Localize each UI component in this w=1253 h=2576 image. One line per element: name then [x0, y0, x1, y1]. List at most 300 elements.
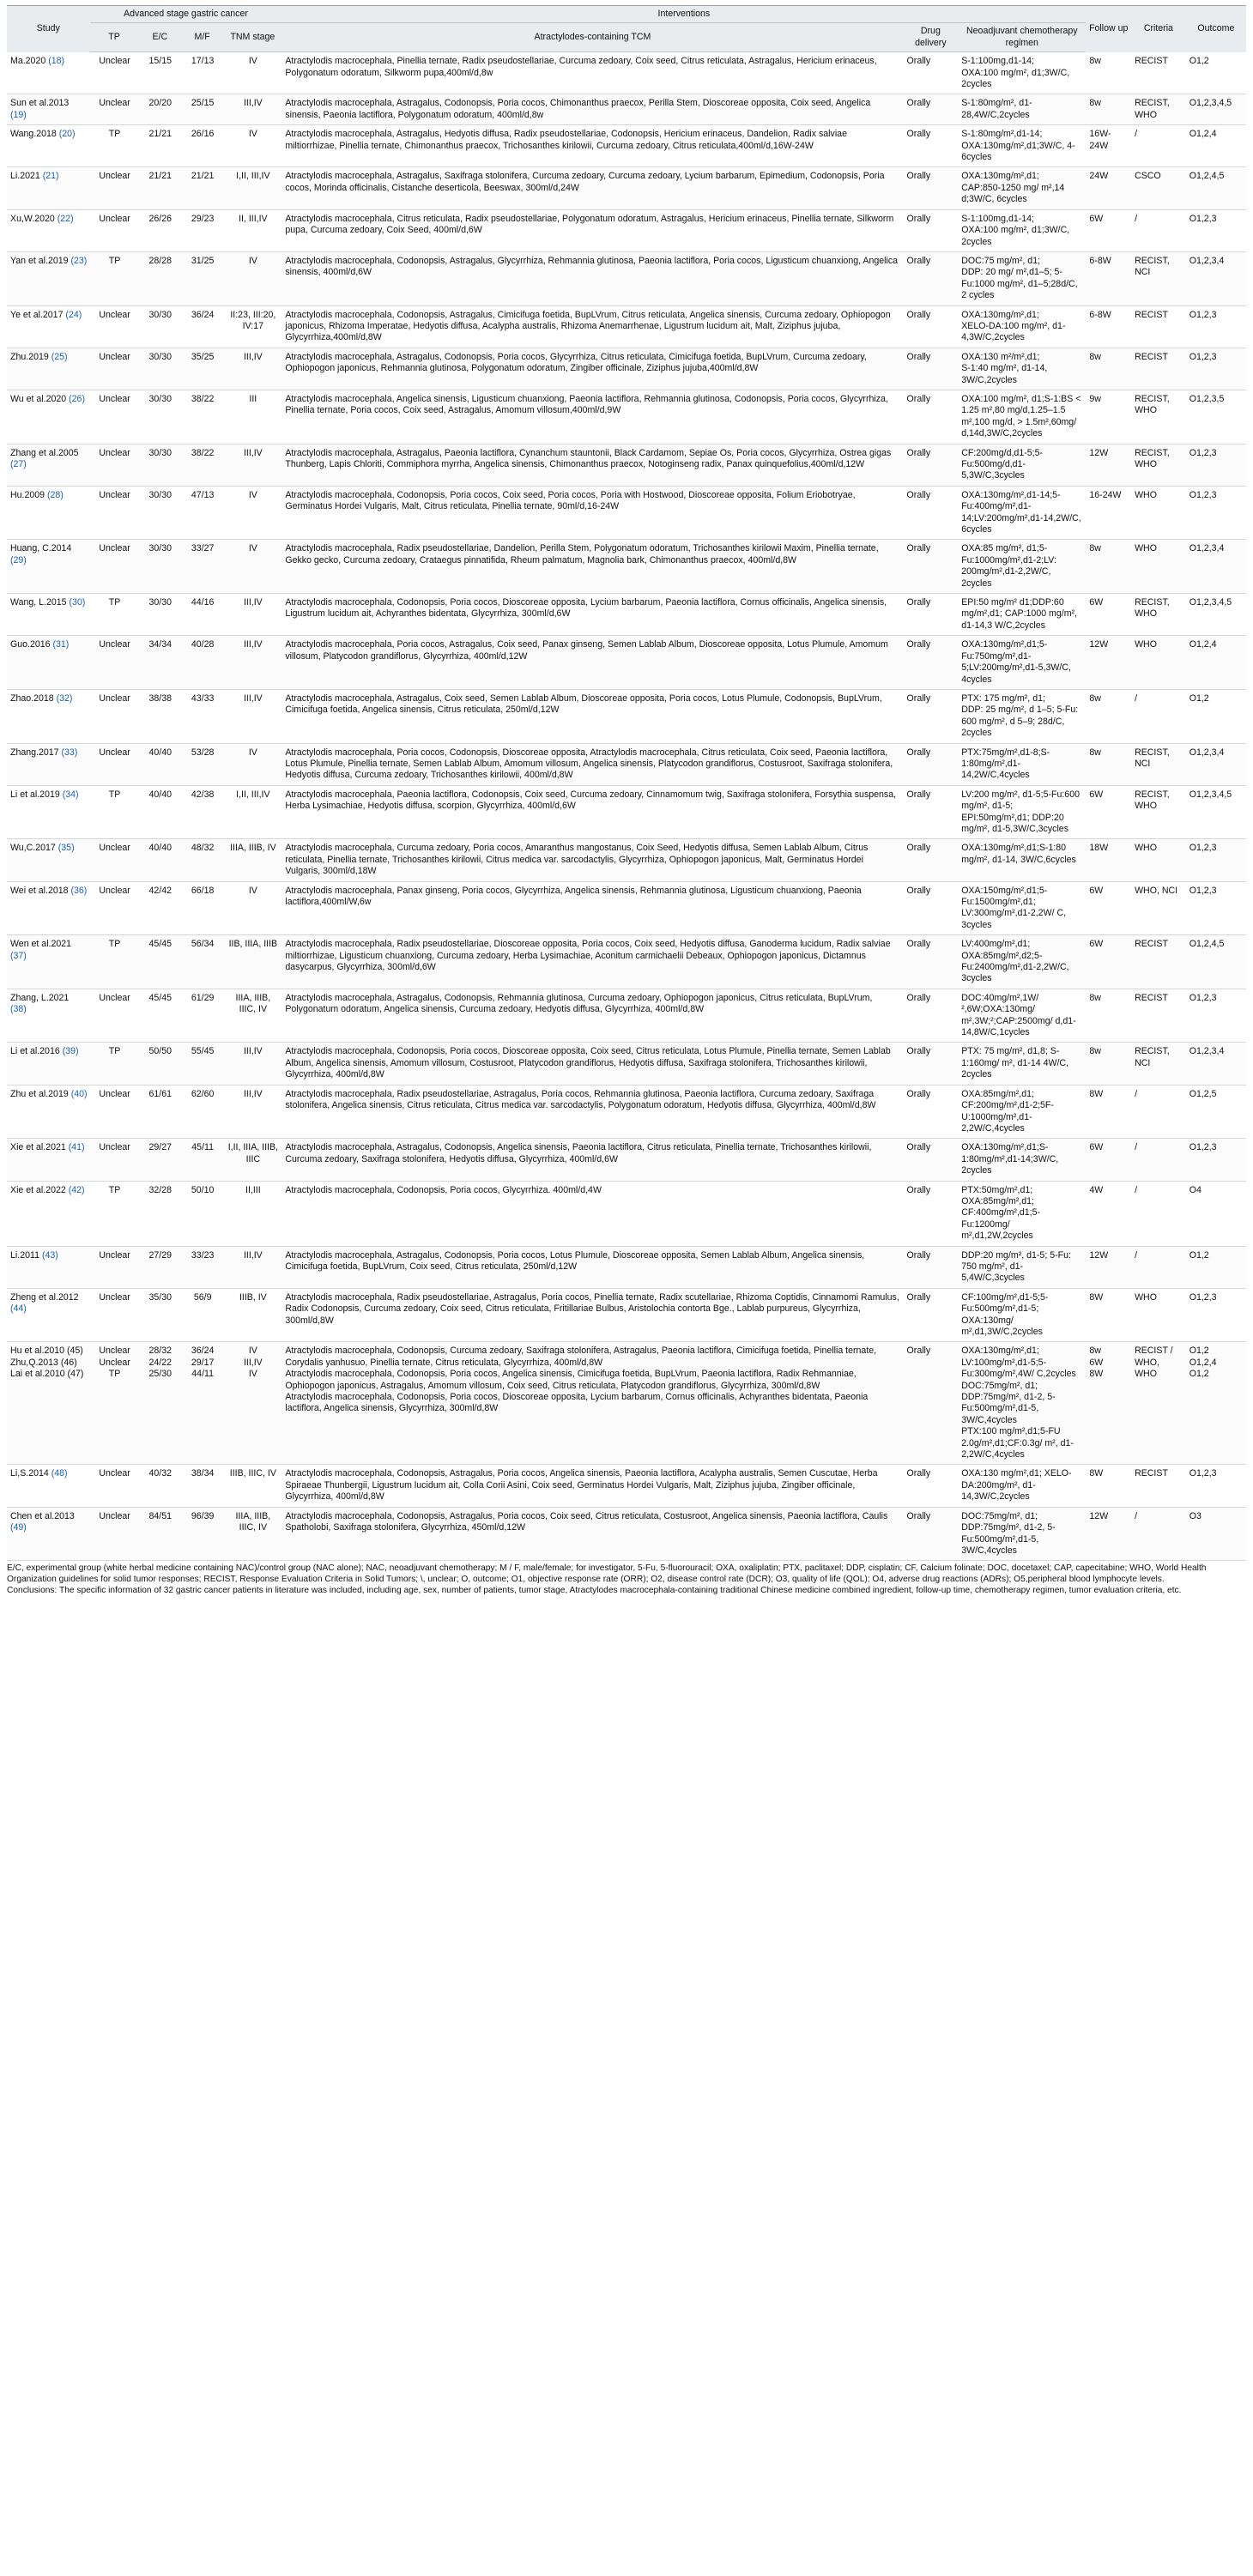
table-row	[7, 251, 1246, 305]
study-name: Chen et al.2013	[10, 1510, 75, 1521]
cell-tcm: Atractylodis macrocephala, Codonopsis, Astragalus, Glycyrrhiza, Rehmannia glutinosa, Paeonia lactiflora, Poria cocos, Ligusticum chuanxiong, Angelica sinensis, 400ml/d,6W	[281, 251, 903, 305]
cell-ec: 26/26	[139, 209, 181, 251]
cell-criteria: /	[1131, 125, 1186, 167]
cell-tnm: III,IV	[223, 348, 281, 390]
cell-mf: 53/28	[181, 743, 223, 785]
cell-ec: 84/51	[139, 1507, 181, 1561]
cell-ec: 40/32	[139, 1465, 181, 1507]
study-reference-link[interactable]: (44)	[10, 1303, 27, 1315]
cell-tp: Unclear	[90, 881, 139, 935]
cell-outcome: O1,2,3	[1186, 444, 1246, 486]
study-reference-link[interactable]: (43)	[41, 1249, 58, 1261]
cell-criteria: RECIST, NCI	[1131, 743, 1186, 785]
cell-criteria: RECIST, WHO	[1131, 594, 1186, 636]
cell-tp: Unclear	[90, 390, 139, 444]
study-reference-link[interactable]: (42)	[68, 1184, 85, 1195]
cell-follow-up: 6W	[1086, 209, 1131, 251]
study-name: Zhao.2018	[10, 692, 54, 704]
cell-mf: 96/39	[181, 1507, 223, 1561]
cell-ec: 28/28	[139, 251, 181, 305]
cell-regimen: S-1:80mg/m²,d1-14; OXA:130mg/m²,d1;3W/C, 4-6cycles	[958, 125, 1086, 167]
study-reference-link[interactable]: (24)	[65, 309, 82, 320]
cell-follow-up: 8w	[1086, 1043, 1131, 1085]
cell-criteria: RECIST	[1131, 935, 1186, 989]
cell-outcome: O1,2,3,4	[1186, 540, 1246, 594]
study-name: Wu et al.2020	[10, 393, 67, 404]
cell-drug-delivery: Orally	[904, 594, 959, 636]
study-name: Zhang, L.2021	[10, 992, 70, 1003]
cell-outcome: O1,2,3,4	[1186, 251, 1246, 305]
header-drug-delivery: Drug delivery	[904, 23, 959, 52]
table-row	[7, 1043, 1246, 1085]
cell-follow-up: 18W	[1086, 839, 1131, 881]
cell-tcm: Atractylodis macrocephala, Pinellia ternate, Radix pseudostellariae, Curcuma zedoary, Coix seed, Citrus reticulata, Astragalus, Hericium erinaceus, Polygonatum odoratum, Silkworm pupa,400ml/d,8w	[281, 52, 903, 94]
cell-tnm: I,II, IIIA, IIIB, IIIC	[223, 1139, 281, 1181]
cell-mf: 55/45	[181, 1043, 223, 1085]
cell-follow-up: 8w	[1086, 989, 1131, 1043]
cell-tcm: Atractylodis macrocephala, Astragalus, Codonopsis, Rehmannia glutinosa, Curcuma zedoary, Ophiopogon japonicus, Citrus reticulata, BupLVrum, Polygonatum odoratum, Angelica sinensis, Curcuma zedoary, Hedyotis diffusa, Glycyrrhiza, 400ml/d,8W	[281, 989, 903, 1043]
cell-follow-up: 6-8W	[1086, 305, 1131, 348]
cell-drug-delivery: Orally	[904, 989, 959, 1043]
cell-study	[7, 636, 90, 690]
cell-criteria: CSCO	[1131, 167, 1186, 209]
cell-tnm: IV	[223, 125, 281, 167]
cell-tnm: IV	[223, 743, 281, 785]
cell-tp: Unclear	[90, 1507, 139, 1561]
cell-follow-up: 8W	[1086, 1085, 1131, 1139]
cell-criteria: /	[1131, 209, 1186, 251]
cell-follow-up: 8w	[1086, 348, 1131, 390]
cell-tp: TP	[90, 1181, 139, 1246]
cell-tnm: IV	[223, 486, 281, 540]
study-reference-link[interactable]: (48)	[51, 1468, 68, 1479]
cell-outcome: O1,2	[1186, 689, 1246, 743]
cell-mf: 44/16	[181, 594, 223, 636]
cell-outcome: O1,2,3	[1186, 1288, 1246, 1342]
cell-regimen: OXA:130 m²/m²,d1; S-1:40 mg/m², d1-14, 3W/C,2cycles	[958, 348, 1086, 390]
cell-tp: Unclear	[90, 989, 139, 1043]
cell-tnm: II, III,IV	[223, 209, 281, 251]
table-row	[7, 167, 1246, 209]
cell-study	[7, 125, 90, 167]
cell-drug-delivery: Orally	[904, 305, 959, 348]
cell-criteria: RECIST	[1131, 1465, 1186, 1507]
cell-tp: Unclear	[90, 1465, 139, 1507]
table-row	[7, 1342, 1246, 1465]
cell-study	[7, 251, 90, 305]
cell-regimen: OXA:130mg/m²,d1; XELO-DA:100 mg/m², d1-4,3W/C,2cycles	[958, 305, 1086, 348]
table-row	[7, 348, 1246, 390]
cell-mf: 45/11	[181, 1139, 223, 1181]
cell-tnm: III,IV	[223, 444, 281, 486]
footnote-conclusions: Conclusions: The specific information of 32 gastric cancer patients in literature was included, including age, sex, number of patients, tumor stage, Atractylodes macrocephala-containing traditional Chinese medicine combined ingredient, follow-up time, chemotherapy regimen, tumor evaluation criteria, etc.	[7, 1585, 1182, 1595]
study-reference-link[interactable]: (34)	[62, 789, 79, 800]
table-row	[7, 209, 1246, 251]
cell-tcm: Atractylodis macrocephala, Codonopsis, Curcuma zedoary, Saxifraga stolonifera, Astragalus, Paeonia lactiflora, Cimicifuga foetida, Pinellia ternate, Corydalis yanhusuo, Pinellia ternate, Citrus reticulata, Glycyrrhiza, 400ml/d,8W Atractylodis macrocephala, Codonopsis, Poria cocos, Angelica sinensis, Cimicifuga foetida, BupLVrum, Paeonia lactiflora, Radix Rehmanniae, Ophiopogon japonicus, Astragalus, Amomum villosum, Coix seed, Citrus reticulata, Platycodon grandiflorus, Glycyrrhiza, 300ml/d,8W Atractylodis macrocephala, Codonopsis, Poria cocos, Dioscoreae opposita, Lycium barbarum, Cornus officinalis, Achyranthes bidentata, Paeonia lactiflora, Angelica sinensis, Glycyrrhiza, 300ml/d,8W	[281, 1342, 903, 1465]
study-reference-link[interactable]: (31)	[52, 639, 70, 650]
header-outcome: Outcome	[1186, 6, 1246, 52]
cell-tcm: Atractylodis macrocephala, Astragalus, Coix seed, Semen Lablab Album, Dioscoreae opposita, Poria cocos, Lotus Plumule, Codonopsis, BupLVrum, Cimicifuga foetida, Angelica sinensis, Citrus reticulata, 250ml/d,12W	[281, 689, 903, 743]
table-row	[7, 1139, 1246, 1181]
study-name: Wen et al.2021	[10, 939, 72, 950]
table-row	[7, 444, 1246, 486]
study-name: Xu,W.2020	[10, 213, 55, 224]
study-name: Sun et al.2013	[10, 98, 70, 109]
study-reference-link[interactable]: (40)	[70, 1088, 88, 1099]
cell-ec: 21/21	[139, 125, 181, 167]
table-row	[7, 486, 1246, 540]
cell-mf: 56/34	[181, 935, 223, 989]
cell-study	[7, 935, 90, 989]
cell-tp: TP	[90, 935, 139, 989]
cell-tnm: IIIA, IIIB, IIIC, IV	[223, 989, 281, 1043]
cell-mf: 48/32	[181, 839, 223, 881]
table-row	[7, 935, 1246, 989]
cell-drug-delivery: Orally	[904, 689, 959, 743]
study-reference-link[interactable]: (29)	[10, 554, 27, 565]
cell-tp: Unclear	[90, 689, 139, 743]
cell-follow-up: 12W	[1086, 444, 1131, 486]
cell-ec: 42/42	[139, 881, 181, 935]
study-name: Wang.2018	[10, 129, 57, 140]
cell-mf: 36/24 29/17 44/11	[181, 1342, 223, 1465]
cell-regimen: DOC:75mg/m², d1; DDP:75mg/m², d1-2, 5-Fu:500mg/m²,d1-5, 3W/C,4cycles	[958, 1507, 1086, 1561]
cell-follow-up: 24W	[1086, 167, 1131, 209]
cell-follow-up: 6W	[1086, 1139, 1131, 1181]
cell-regimen: OXA:85 mg/m², d1;5-Fu:1000mg/m²,d1-2;LV: 200mg/m²,d1-2,2W/C, 2cycles	[958, 540, 1086, 594]
cell-follow-up: 8w	[1086, 52, 1131, 94]
study-reference-link[interactable]: (21)	[42, 171, 59, 182]
study-reference-link[interactable]: (27)	[10, 459, 27, 469]
cell-ec: 40/40	[139, 743, 181, 785]
cell-outcome: O1,2,4	[1186, 125, 1246, 167]
cell-drug-delivery: Orally	[904, 209, 959, 251]
cell-drug-delivery: Orally	[904, 1246, 959, 1288]
cell-tcm: Atractylodis macrocephala, Astragalus, Codonopsis, Poria cocos, Glycyrrhiza, Citrus reticulata, Cimicifuga foetida, BupLVrum, Curcuma zedoary, Ophiopogon japonicus, Rehmannia glutinosa, Polygonatum odoratum, Zingiber officinale, Ziziphus jujuba,400ml/d,8W	[281, 348, 903, 390]
cell-regimen: OXA:130mg/m²,d1; LV:100mg/m²,d1-5;5-Fu:300mg/m²,4W/ C,2cycles DOC:75mg/m², d1; DDP:75mg/m², d1-2, 5-Fu:500mg/m²,d1-5, 3W/C,4cycles PTX:100 mg/m²,d1;5-FU 2.0g/m²,d1;CF:0.3g/ m², d1-2,2W/C,4cycles	[958, 1342, 1086, 1465]
cell-criteria: RECIST, WHO	[1131, 444, 1186, 486]
cell-tcm: Atractylodis macrocephala, Astragalus, Codonopsis, Poria cocos, Lotus Plumule, Dioscoreae opposita, Semen Lablab Album, Angelica sinensis, Cimicifuga foetida, BupLVrum, Coix seed, Citrus reticulata, 250ml/d,12W	[281, 1246, 903, 1288]
cell-tcm: Atractylodis macrocephala, Paeonia lactiflora, Codonopsis, Coix seed, Curcuma zedoary, Cinnamomum twig, Saxifraga stolonifera, Forsythia suspensa, Herba Lysimachiae, Hedyotis diffusa, scorpion, Glycyrrhiza, 400ml/d,6W	[281, 785, 903, 839]
cell-drug-delivery: Orally	[904, 839, 959, 881]
cell-follow-up: 8w	[1086, 540, 1131, 594]
cell-criteria: /	[1131, 1139, 1186, 1181]
cell-mf: 29/23	[181, 209, 223, 251]
cell-mf: 38/34	[181, 1465, 223, 1507]
table-row	[7, 540, 1246, 594]
cell-criteria: RECIST, WHO	[1131, 94, 1186, 125]
cell-outcome: O1,2 O1,2,4 O1,2	[1186, 1342, 1246, 1465]
cell-tnm: III,IV	[223, 1246, 281, 1288]
table-row	[7, 94, 1246, 125]
cell-mf: 62/60	[181, 1085, 223, 1139]
cell-drug-delivery: Orally	[904, 1139, 959, 1181]
cell-outcome: O1,2	[1186, 1246, 1246, 1288]
cell-outcome: O1,2,3	[1186, 881, 1246, 935]
cell-study	[7, 1085, 90, 1139]
table-row	[7, 839, 1246, 881]
header-mf: M/F	[181, 23, 223, 52]
cell-tnm: IV	[223, 881, 281, 935]
cell-follow-up: 8W	[1086, 1465, 1131, 1507]
cell-mf: 33/27	[181, 540, 223, 594]
study-name: Zhang et al.2005	[10, 447, 79, 458]
cell-tnm: IIB, IIIA, IIIB	[223, 935, 281, 989]
study-reference-link[interactable]: (37)	[10, 950, 27, 961]
cell-ec: 35/30	[139, 1288, 181, 1342]
cell-ec: 30/30	[139, 390, 181, 444]
cell-mf: 21/21	[181, 167, 223, 209]
cell-regimen: OXA:130mg/m²,d1;S-1:80 mg/m², d1-14, 3W/C,6cycles	[958, 839, 1086, 881]
cell-outcome: O1,2,3	[1186, 839, 1246, 881]
cell-study	[7, 989, 90, 1043]
cell-drug-delivery: Orally	[904, 636, 959, 690]
cell-drug-delivery: Orally	[904, 1085, 959, 1139]
cell-regimen: OXA:130mg/m²,d1-14;5-Fu:400mg/m²,d1-14;LV:200mg/m²,d1-14,2W/C, 6cycles	[958, 486, 1086, 540]
cell-tcm: Atractylodis macrocephala, Astragalus, Hedyotis diffusa, Radix pseudostellariae, Codonopsis, Hericium erinaceus, Dandelion, Radix salviae miltiorrhizae, Pinellia ternate, Chimonanthus praecox, Trichosanthes kirilowii, Curcuma zedoary, Citrus reticulata,400ml/d,16W-24W	[281, 125, 903, 167]
cell-tp: TP	[90, 785, 139, 839]
table-footnote	[7, 1563, 1246, 1596]
cell-regimen: OXA:130mg/m²,d1; CAP:850-1250 mg/ m²,14 d;3W/C, 6cycles	[958, 167, 1086, 209]
cell-criteria: WHO	[1131, 636, 1186, 690]
cell-tnm: IIIA, IIIB, IIIC, IV	[223, 1507, 281, 1561]
cell-tcm: Atractylodis macrocephala, Panax ginseng, Poria cocos, Glycyrrhiza, Angelica sinensis, Rehmannia glutinosa, Ligusticum chuanxiong, Paeonia lactiflora,400ml/W,6w	[281, 881, 903, 935]
study-name: Li.2021	[10, 171, 40, 182]
study-reference-link[interactable]: (32)	[56, 692, 73, 704]
cell-ec: 30/30	[139, 540, 181, 594]
cell-regimen: EPI:50 mg/m² d1;DDP:60 mg/m²,d1; CAP:1000 mg/m², d1-14,3 W/C,2cycles	[958, 594, 1086, 636]
header-follow-up: Follow up	[1086, 6, 1131, 52]
cell-study	[7, 540, 90, 594]
cell-tp: TP	[90, 594, 139, 636]
study-reference-link[interactable]: (20)	[58, 129, 76, 140]
cell-regimen: S-1:100mg,d1-14; OXA:100 mg/m², d1;3W/C, 2cycles	[958, 52, 1086, 94]
cell-mf: 42/38	[181, 785, 223, 839]
header-advanced-stage: Advanced stage gastric cancer	[90, 6, 282, 23]
cell-outcome: O1,2,3,4	[1186, 1043, 1246, 1085]
cell-drug-delivery: Orally	[904, 486, 959, 540]
cell-drug-delivery: Orally	[904, 94, 959, 125]
cell-regimen: DOC:75 mg/m², d1; DDP: 20 mg/ m²,d1–5; 5-Fu:1000 mg/m², d1–5;28d/C, 2 cycles	[958, 251, 1086, 305]
cell-study	[7, 390, 90, 444]
cell-regimen: S-1:100mg,d1-14; OXA:100 mg/m², d1;3W/C, 2cycles	[958, 209, 1086, 251]
study-name: Ma.2020	[10, 55, 46, 66]
cell-follow-up: 8w 6W 8W	[1086, 1342, 1131, 1465]
cell-ec: 30/30	[139, 486, 181, 540]
cell-tnm: IIIB, IV	[223, 1288, 281, 1342]
cell-tnm: I,II, III,IV	[223, 785, 281, 839]
cell-study	[7, 1342, 90, 1465]
cell-criteria: RECIST / WHO, WHO	[1131, 1342, 1186, 1465]
cell-tp: Unclear	[90, 1246, 139, 1288]
cell-tcm: Atractylodis macrocephala, Codonopsis, Poria cocos, Coix seed, Poria cocos, Poria with Hostwood, Dioscoreae opposita, Folium Eriobotryae, Germinatus Hordei Vulgaris, Malt, Citrus reticulata, Pinellia ternate, 90ml/d,16-24W	[281, 486, 903, 540]
header-criteria: Criteria	[1131, 6, 1186, 52]
cell-mf: 47/13	[181, 486, 223, 540]
cell-tcm: Atractylodis macrocephala, Codonopsis, Poria cocos, Dioscoreae opposita, Coix seed, Citrus reticulata, Lotus Plumule, Pinellia ternate, Semen Lablab Album, Angelica sinensis, Amomum villosum, Costusroot, Platycodon grandiflorus, Hedyotis diffusa, Saxifraga stolonifera, Trichosanthes kirilowii, Glycyrrhiza, 400ml/d,8W	[281, 1043, 903, 1085]
cell-outcome: O1,2,3,5	[1186, 390, 1246, 444]
cell-tp: Unclear	[90, 167, 139, 209]
cell-criteria: WHO	[1131, 1288, 1186, 1342]
study-reference-link[interactable]: (33)	[61, 747, 78, 758]
cell-tp: TP	[90, 251, 139, 305]
cell-drug-delivery: Orally	[904, 444, 959, 486]
cell-ec: 28/32 24/22 25/30	[139, 1342, 181, 1465]
cell-criteria: /	[1131, 689, 1186, 743]
cell-criteria: WHO	[1131, 540, 1186, 594]
study-reference-link[interactable]: (41)	[68, 1142, 85, 1153]
header-regimen: Neoadjuvant chemotherapy regimen	[958, 23, 1086, 52]
cell-regimen: OXA:130mg/m²,d1;S-1:80mg/m²,d1-14;3W/C, 2cycles	[958, 1139, 1086, 1181]
study-reference-link[interactable]: (35)	[58, 843, 75, 854]
table-row	[7, 636, 1246, 690]
study-name: Ye et al.2017	[10, 309, 64, 320]
cell-regimen: PTX:75mg/m²,d1-8;S-1:80mg/m²,d1-14,2W/C,4cycles	[958, 743, 1086, 785]
study-reference-link[interactable]: (30)	[69, 597, 86, 608]
study-reference-link[interactable]: (28)	[47, 489, 64, 500]
cell-follow-up: 8w	[1086, 743, 1131, 785]
cell-tcm: Atractylodis macrocephala, Astragalus, Paeonia lactiflora, Cynanchum stauntonii, Black Cardamom, Sepiae Os, Poria cocos, Glycyrrhiza, Ostrea gigas Thunberg, Lapis Chloriti, Commiphora myrrha, Angelica sinensis, Chimonanthus praecox, Notoginseng radix, Panax quinquefolius,400ml/d,12W	[281, 444, 903, 486]
cell-criteria: WHO, NCI	[1131, 881, 1186, 935]
cell-mf: 38/22	[181, 444, 223, 486]
cell-ec: 15/15	[139, 52, 181, 94]
cell-regimen: LV:200 mg/m², d1-5;5-Fu:600 mg/m², d1-5; EPI:50mg/m²,d1; DDP:20 mg/m², d1-5,3W/C,3cycles	[958, 785, 1086, 839]
cell-follow-up: 12W	[1086, 636, 1131, 690]
study-reference-link[interactable]: (18)	[48, 55, 65, 66]
cell-tp: Unclear Unclear TP	[90, 1342, 139, 1465]
cell-tcm: Atractylodis macrocephala, Codonopsis, Astragalus, Poria cocos, Coix seed, Citrus reticulata, Costusroot, Angelica sinensis, Paeonia lactiflora, Caulis Spatholobi, Saxifraga stolonifera, Glycyrrhiza, 450ml/d,12W	[281, 1507, 903, 1561]
study-reference-link[interactable]: (26)	[69, 393, 85, 404]
cell-tcm: Atractylodis macrocephala, Codonopsis, Poria cocos, Glycyrrhiza. 400ml/d,4W	[281, 1181, 903, 1246]
cell-follow-up: 4W	[1086, 1181, 1131, 1246]
cell-follow-up: 12W	[1086, 1507, 1131, 1561]
table-body	[7, 52, 1246, 1561]
study-name: Xie et al.2022	[10, 1184, 66, 1195]
cell-tp: Unclear	[90, 1288, 139, 1342]
cell-tcm: Atractylodis macrocephala, Codonopsis, Poria cocos, Dioscoreae opposita, Lycium barbarum, Paeonia lactiflora, Cornus officinalis, Angelica sinensis, Ligustrum lucidum ait, Achyranthes bidentata, Glycyrrhiza, 300ml/d,6W	[281, 594, 903, 636]
cell-study	[7, 444, 90, 486]
cell-study	[7, 1465, 90, 1507]
cell-follow-up: 6W	[1086, 881, 1131, 935]
cell-study	[7, 52, 90, 94]
cell-ec: 40/40	[139, 785, 181, 839]
header-interventions: Interventions	[281, 6, 1086, 23]
cell-regimen: LV:400mg/m²,d1; OXA:85mg/m²,d2;5-Fu:2400mg/m²,d1-2,2W/C, 3cycles	[958, 935, 1086, 989]
cell-outcome: O1,2,3,4,5	[1186, 94, 1246, 125]
header-study: Study	[7, 6, 90, 52]
studies-table	[7, 5, 1246, 1561]
study-name: Li,S.2014	[10, 1468, 49, 1479]
cell-ec: 38/38	[139, 689, 181, 743]
cell-follow-up: 6W	[1086, 594, 1131, 636]
cell-tnm: IV	[223, 251, 281, 305]
cell-tp: Unclear	[90, 636, 139, 690]
cell-mf: 17/13	[181, 52, 223, 94]
cell-tp: TP	[90, 1043, 139, 1085]
cell-tp: Unclear	[90, 209, 139, 251]
cell-criteria: WHO	[1131, 486, 1186, 540]
study-name: Wei et al.2018	[10, 885, 69, 896]
cell-drug-delivery: Orally	[904, 1288, 959, 1342]
cell-follow-up: 6-8W	[1086, 251, 1131, 305]
cell-study	[7, 94, 90, 125]
table-row	[7, 1181, 1246, 1246]
study-reference-link[interactable]: (19)	[10, 109, 27, 120]
cell-study	[7, 743, 90, 785]
study-name: Zhu et al.2019	[10, 1088, 69, 1099]
cell-mf: 33/23	[181, 1246, 223, 1288]
table-row	[7, 125, 1246, 167]
cell-tp: Unclear	[90, 486, 139, 540]
cell-mf: 35/25	[181, 348, 223, 390]
cell-mf: 31/25	[181, 251, 223, 305]
cell-drug-delivery: Orally	[904, 52, 959, 94]
cell-outcome: O1,2,3,4,5	[1186, 785, 1246, 839]
cell-ec: 30/30	[139, 348, 181, 390]
study-name: Zheng et al.2012	[10, 1291, 79, 1303]
cell-study	[7, 839, 90, 881]
cell-study	[7, 1246, 90, 1288]
cell-follow-up: 8W	[1086, 1288, 1131, 1342]
table-row	[7, 785, 1246, 839]
cell-criteria: RECIST	[1131, 348, 1186, 390]
cell-drug-delivery: Orally	[904, 1465, 959, 1507]
cell-outcome: O1,2,3,4	[1186, 743, 1246, 785]
cell-tnm: IIIA, IIIB, IV	[223, 839, 281, 881]
cell-tcm: Atractylodis macrocephala, Poria cocos, Codonopsis, Dioscoreae opposita, Atractylodis macrocephala, Citrus reticulata, Coix seed, Paeonia lactiflora, Lotus Plumule, Pinellia ternate, Semen Lablab Album, Amomum villosum, Angelica sinensis, Platycodon grandiflorus, Costusroot, Saxifraga stolonifera, Hedyotis diffusa, Curcuma zedoary, Trichosanthes kirilowii, 400ml/d,8W	[281, 743, 903, 785]
cell-tcm: Atractylodis macrocephala, Curcuma zedoary, Poria cocos, Amaranthus mangostanus, Coix Seed, Hedyotis diffusa, Semen Lablab Album, Citrus reticulata, Pinellia ternate, Trichosanthes kirilowii, Citrus medica var. sarcodactylis, Glycyrrhiza, Ophiopogon japonicus, Malt, Germinatus Hordei Vulgaris, 300ml/d,18W	[281, 839, 903, 881]
cell-follow-up: 12W	[1086, 1246, 1131, 1288]
study-reference-link[interactable]: (39)	[62, 1046, 79, 1057]
cell-study	[7, 486, 90, 540]
cell-outcome: O3	[1186, 1507, 1246, 1561]
cell-drug-delivery: Orally	[904, 1342, 959, 1465]
cell-regimen: OXA:130 mg/m²,d1; XELO-DA:200mg/m², d1-14,3W/C,2cycles	[958, 1465, 1086, 1507]
cell-ec: 45/45	[139, 989, 181, 1043]
cell-regimen: DDP:20 mg/m², d1-5; 5-Fu: 750 mg/m², d1-5,4W/C,3cycles	[958, 1246, 1086, 1288]
cell-tnm: IV	[223, 540, 281, 594]
study-reference-link[interactable]: (22)	[57, 213, 74, 224]
header-tp: TP	[90, 23, 139, 52]
table-row	[7, 743, 1246, 785]
cell-tcm: Atractylodis macrocephala, Radix pseudostellariae, Dioscoreae opposita, Poria cocos, Coix seed, Hedyotis diffusa, Ganoderma lucidum, Radix salviae miltiorrhizae, Ligusticum chuanxiong, Curcuma zedoary, Herba Lysimachiae, Aconitum carmichaelii Debeaux, Ophiopogon japonicus, Dictamnus dasycarpus, Glycyrrhiza, 300ml/d,6W	[281, 935, 903, 989]
table-row	[7, 305, 1246, 348]
cell-regimen: OXA:150mg/m²,d1;5-Fu:1500mg/m²,d1; LV:300mg/m²,d1-2,2W/ C, 3cycles	[958, 881, 1086, 935]
cell-tp: Unclear	[90, 52, 139, 94]
cell-mf: 36/24	[181, 305, 223, 348]
study-reference-link[interactable]: (49)	[10, 1522, 27, 1533]
cell-tcm: Atractylodis macrocephala, Astragalus, Saxifraga stolonifera, Curcuma zedoary, Curcuma zedoary, Lycium barbarum, Epimedium, Codonopsis, Poria cocos, Morinda officinalis, Cistanche deserticola, Beeswax, 300ml/d,24W	[281, 167, 903, 209]
cell-criteria: WHO	[1131, 839, 1186, 881]
cell-tcm: Atractylodis macrocephala, Poria cocos, Astragalus, Coix seed, Panax ginseng, Semen Lablab Album, Dioscoreae opposita, Lotus Plumule, Amomum villosum, Platycodon grandiflorus, Glycyrrhiza, 400ml/d,12W	[281, 636, 903, 690]
cell-ec: 50/50	[139, 1043, 181, 1085]
cell-tp: Unclear	[90, 94, 139, 125]
study-reference-link[interactable]: (23)	[70, 255, 88, 266]
study-reference-link[interactable]: (25)	[51, 351, 68, 362]
cell-tnm: III,IV	[223, 689, 281, 743]
cell-mf: 25/15	[181, 94, 223, 125]
cell-outcome: O1,2,3	[1186, 305, 1246, 348]
study-reference-link[interactable]: (36)	[70, 885, 88, 896]
cell-regimen: PTX: 175 mg/m², d1; DDP: 25 mg/m², d 1–5; 5-Fu: 600 mg/m², d 5–9; 28d/C, 2cycles	[958, 689, 1086, 743]
study-reference-link[interactable]: (38)	[10, 1004, 27, 1015]
cell-mf: 56/9	[181, 1288, 223, 1342]
cell-tp: Unclear	[90, 348, 139, 390]
cell-tnm: IV	[223, 52, 281, 94]
cell-ec: 34/34	[139, 636, 181, 690]
table-row	[7, 689, 1246, 743]
cell-ec: 30/30	[139, 305, 181, 348]
cell-regimen: OXA:130mg/m²,d1;5-Fu:750mg/m²,d1-5;LV:200mg/m²,d1-5,3W/C, 4cycles	[958, 636, 1086, 690]
